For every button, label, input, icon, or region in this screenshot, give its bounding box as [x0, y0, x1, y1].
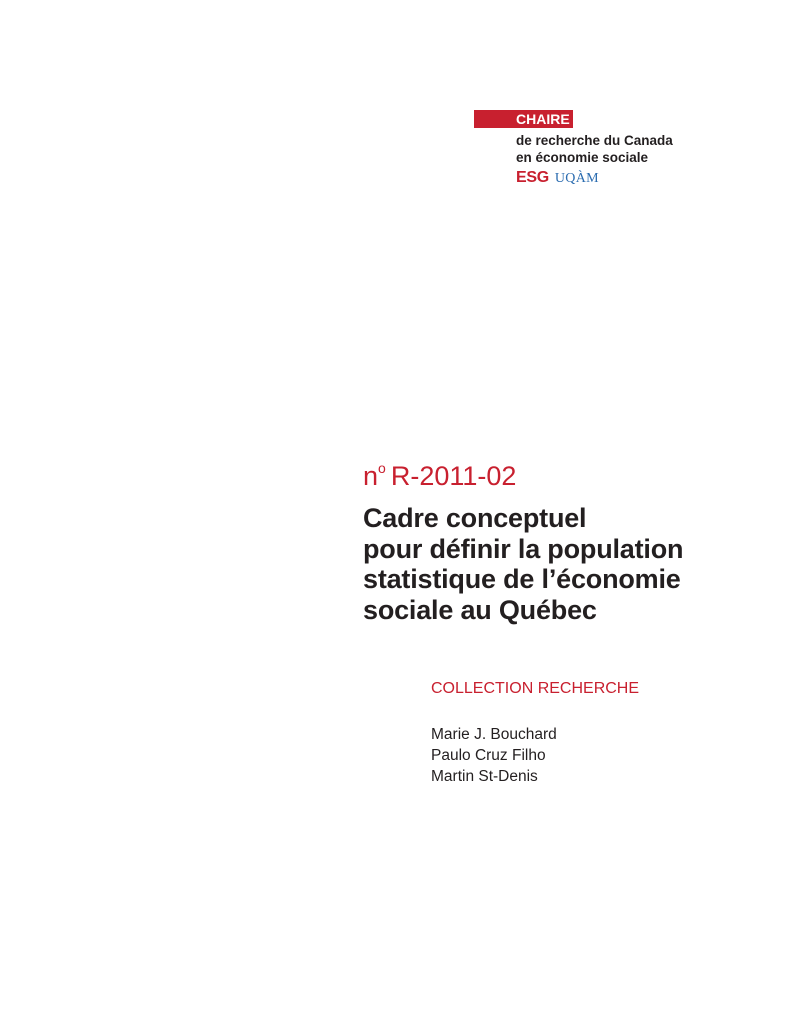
- institution-logos: [516, 169, 734, 187]
- logo-subtitle: [516, 132, 734, 166]
- author: Martin St-Denis: [431, 768, 538, 785]
- title-line: pour définir la population: [363, 533, 684, 564]
- document-title: [363, 503, 763, 625]
- author: Marie J. Bouchard: [431, 726, 557, 743]
- logo-chaire-label: CHAIRE: [514, 110, 573, 128]
- report-number: [363, 460, 516, 492]
- report-number-prefix: n: [363, 461, 379, 491]
- esg-logo: ESG: [516, 169, 549, 186]
- chaire-logo: [474, 110, 734, 187]
- authors-list: [431, 724, 557, 787]
- report-number-superscript: o: [378, 460, 386, 476]
- title-line: statistique de l’économie: [363, 564, 681, 594]
- logo-bar-fill: [474, 110, 514, 128]
- logo-red-bar: [474, 110, 734, 128]
- author: Paulo Cruz Filho: [431, 747, 546, 764]
- title-line: sociale au Québec: [363, 594, 597, 625]
- title-line: Cadre conceptuel: [363, 503, 587, 533]
- report-number-value: R-2011-02: [390, 461, 517, 491]
- logo-subtitle-line-1: de recherche du Canada: [516, 133, 673, 148]
- collection-label: COLLECTION RECHERCHE: [431, 680, 640, 697]
- logo-subtitle-line-2: en économie sociale: [516, 150, 649, 165]
- uqam-logo: UQÀM: [554, 171, 599, 186]
